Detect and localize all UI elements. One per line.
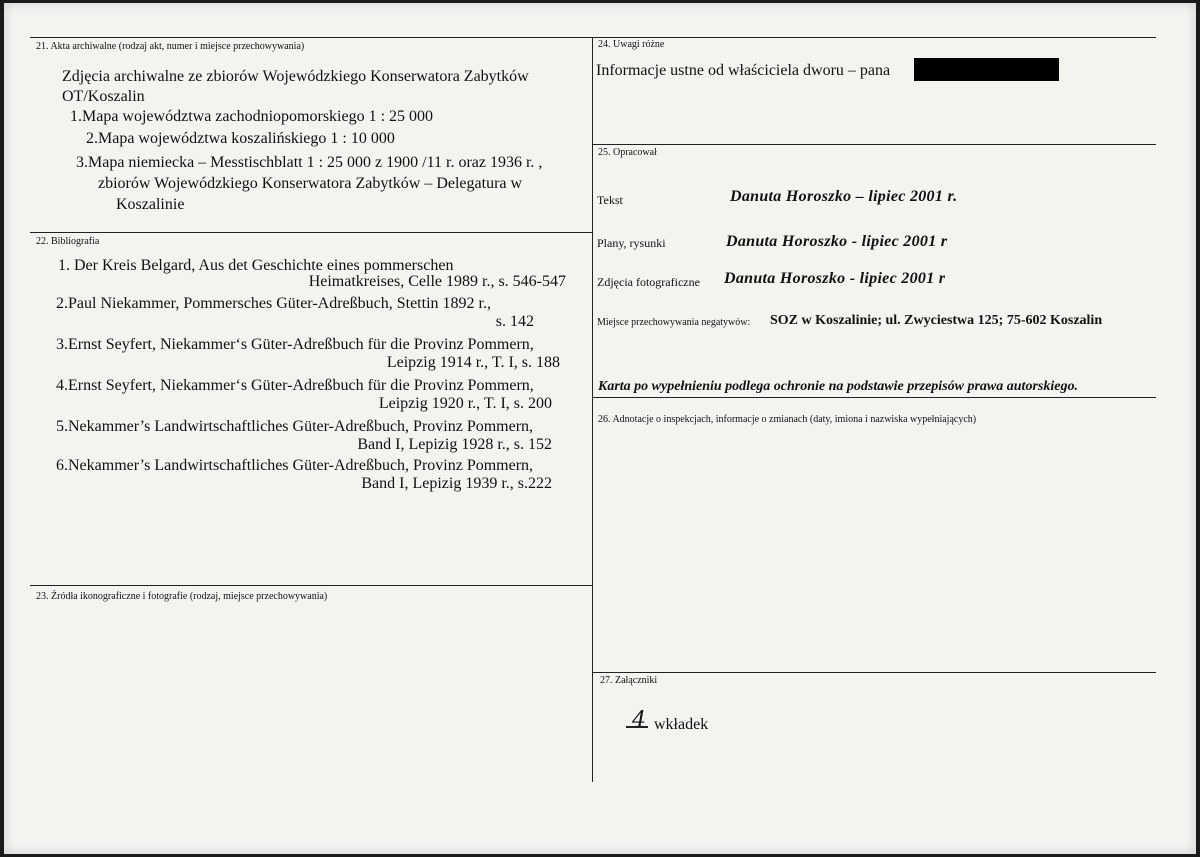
archival-item-3b: zbiorów Wojewódzkiego Konserwatora Zabytków – Delegatura w: [98, 175, 523, 192]
miejsce-label: Miejsce przechowywania negatywów:: [597, 317, 751, 328]
bib-2a: 2.Paul Niekammer, Pommersches Güter-Adreßbuch, Stettin 1892 r.,: [56, 295, 491, 312]
section-23-label: 23. Źródła ikonograficzne i fotografie (rodzaj, miejsce przechowywania): [36, 591, 328, 602]
plany-value: Danuta Horoszko - lipiec 2001 r: [726, 233, 948, 250]
record-card-page: [4, 3, 1196, 854]
archival-item-2: 2.Mapa województwa koszalińskiego 1 : 10 000: [86, 130, 395, 147]
divider-22-23: [30, 585, 593, 586]
divider-25-26: [592, 397, 1156, 398]
bib-3b: Leipzig 1914 r., T. I, s. 188: [386, 354, 560, 371]
bib-3a: 3.Ernst Seyfert, Niekammer‘s Güter-Adreßbuch für die Provinz Pommern,: [56, 336, 534, 353]
redaction-bar: [914, 58, 1059, 81]
archival-line-2: OT/Koszalin: [62, 88, 145, 105]
bib-5b: Band I, Lepizig 1928 r., s. 152: [357, 436, 552, 453]
section-24-label: 24. Uwagi różne: [598, 39, 665, 50]
copyright-notice: Karta po wypełnieniu podlega ochronie na podstawie przepisów prawa autorskiego.: [598, 379, 1078, 394]
archival-item-3a: 3.Mapa niemiecka – Messtischblatt 1 : 25 000 z 1900 /11 r. oraz 1936 r. ,: [76, 154, 543, 171]
bib-6b: Band I, Lepizig 1939 r., s.222: [361, 475, 552, 492]
bib-1a: 1. Der Kreis Belgard, Aus det Geschichte eines pommerschen: [58, 257, 454, 274]
section-27-label: 27. Załączniki: [600, 675, 658, 686]
section-25-label: 25. Opracował: [598, 147, 657, 158]
handwritten-attachment-count: 4: [632, 708, 646, 733]
divider-26-27: [592, 672, 1156, 673]
plany-label: Plany, rysunki: [597, 236, 666, 250]
bib-1b: Heimatkreises, Celle 1989 r., s. 546-547: [308, 273, 566, 290]
tekst-label: Tekst: [597, 193, 623, 207]
bib-5a: 5.Nekammer’s Landwirtschaftliches Güter-Adreßbuch, Provinz Pommern,: [56, 418, 534, 435]
strike-mark: [626, 726, 648, 728]
bib-2b: s. 142: [495, 313, 534, 330]
divider-24-25: [592, 144, 1156, 145]
bib-6a: 6.Nekammer’s Landwirtschaftliches Güter-Adreßbuch, Provinz Pommern,: [56, 457, 534, 474]
zdjecia-value: Danuta Horoszko - lipiec 2001 r: [724, 270, 946, 287]
section-26-label: 26. Adnotacje o inspekcjach, informacje o zmianach (daty, imiona i nazwiska wypełniających): [598, 414, 977, 425]
top-border-line: [30, 37, 1156, 38]
archival-line-1: Zdjęcia archiwalne ze zbiorów Wojewódzkiego Konserwatora Zabytków: [62, 68, 529, 85]
zdjecia-label: Zdjęcia fotograficzne: [597, 275, 700, 289]
column-divider: [592, 37, 593, 782]
archival-item-1: 1.Mapa województwa zachodniopomorskiego 1 : 25 000: [70, 108, 434, 125]
tekst-value: Danuta Horoszko – lipiec 2001 r.: [730, 188, 958, 205]
miejsce-value: SOZ w Koszalinie; ul. Zwyciestwa 125; 75-602 Koszalin: [770, 313, 1103, 328]
wkladek-text: wkładek: [654, 716, 709, 733]
bib-4a: 4.Ernst Seyfert, Niekammer‘s Güter-Adreßbuch für die Provinz Pommern,: [56, 377, 534, 394]
archival-item-3c: Koszalinie: [116, 196, 185, 213]
remarks-text: Informacje ustne od właściciela dworu – pana: [596, 62, 891, 79]
divider-21-22: [30, 232, 593, 233]
bib-4b: Leipzig 1920 r., T. I, s. 200: [378, 395, 552, 412]
section-21-label: 21. Akta archiwalne (rodzaj akt, numer i miejsce przechowywania): [36, 41, 305, 52]
section-22-label: 22. Bibliografia: [36, 236, 100, 247]
